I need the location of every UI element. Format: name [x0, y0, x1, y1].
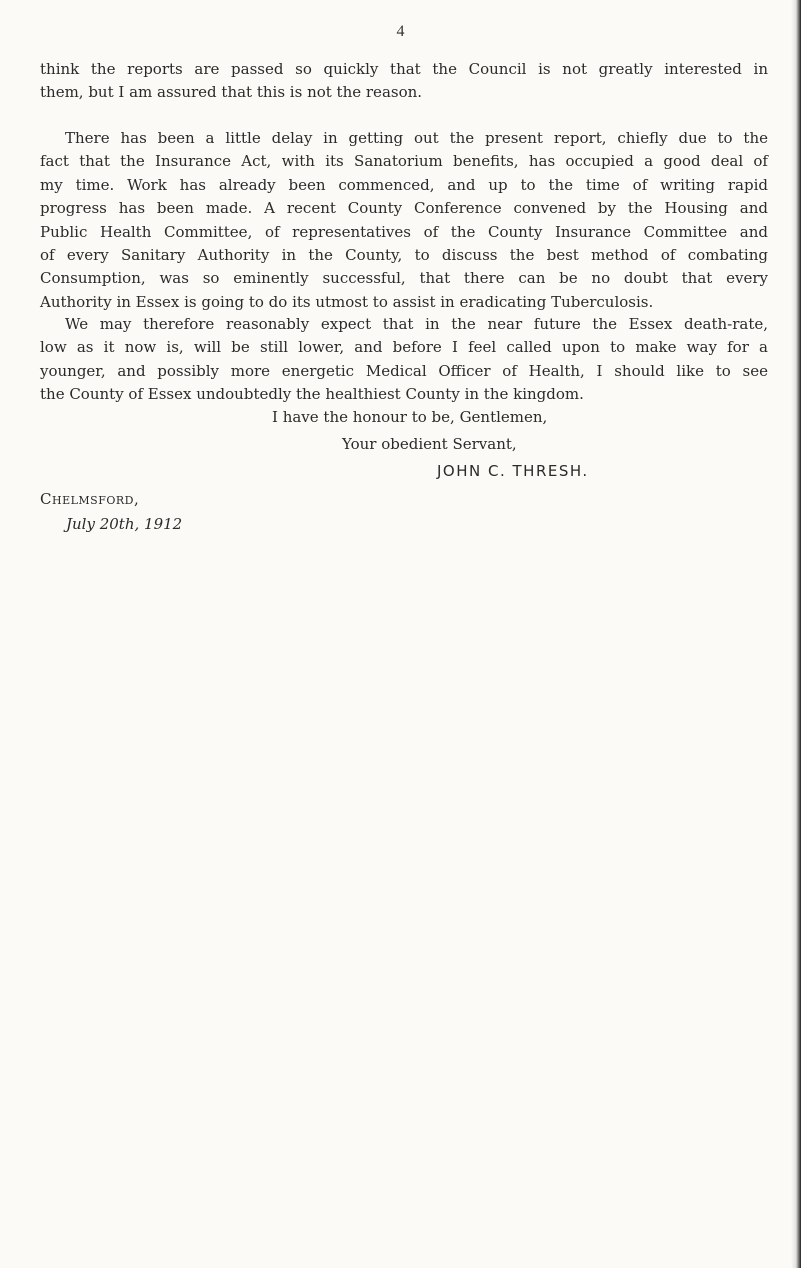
paragraph-3 — [40, 313, 768, 407]
closing-salutation: I have the honour to be, Gentlemen, — [272, 408, 548, 426]
page-binding-edge — [791, 0, 801, 1268]
place-name: Chelmsford, — [40, 490, 140, 508]
paragraph-3-line: low as it now is, will be still lower, and before I feel called upon to make way for a — [40, 338, 768, 357]
paragraph-2-line: Consumption, was so eminently successful, that there can be no doubt that every — [40, 269, 768, 288]
paragraph-1-line: them, but I am assured that this is not the reason. — [40, 83, 423, 102]
paragraph-1 — [40, 58, 768, 105]
closing-servant: Your obedient Servant, — [342, 435, 517, 453]
page-number: 4 — [396, 23, 405, 40]
paragraph-2-line: fact that the Insurance Act, with its Sanatorium benefits, has occupied a good deal of — [40, 152, 768, 171]
paragraph-2-line: There has been a little delay in getting out the present report, chiefly due to the — [65, 129, 768, 147]
paragraph-2-line: Public Health Committee, of representatives of the County Insurance Committee and — [40, 222, 768, 241]
signature: JOHN C. THRESH. — [437, 462, 589, 480]
paragraph-3-line: We may therefore reasonably expect that in the near future the Essex death-rate, — [65, 315, 768, 333]
letter-date: July 20th, 1912 — [66, 515, 183, 533]
paragraph-2-line: Authority in Essex is going to do its utmost to assist in eradicating Tuberculosis. — [40, 292, 654, 311]
paragraph-3-line: the County of Essex undoubtedly the healthiest County in the kingdom. — [40, 385, 584, 404]
paragraph-2-line: progress has been made. A recent County Conference convened by the Housing and — [40, 199, 768, 218]
paragraph-2-line: of every Sanitary Authority in the County, to discuss the best method of combating — [40, 246, 768, 265]
paragraph-1-line: think the reports are passed so quickly that the Council is not greatly interested in — [40, 60, 768, 78]
paragraph-2-line: my time. Work has already been commenced, and up to the time of writing rapid — [40, 175, 768, 194]
paragraph-3-line: younger, and possibly more energetic Medical Officer of Health, I should like to see — [40, 361, 768, 380]
paragraph-2 — [40, 127, 768, 314]
